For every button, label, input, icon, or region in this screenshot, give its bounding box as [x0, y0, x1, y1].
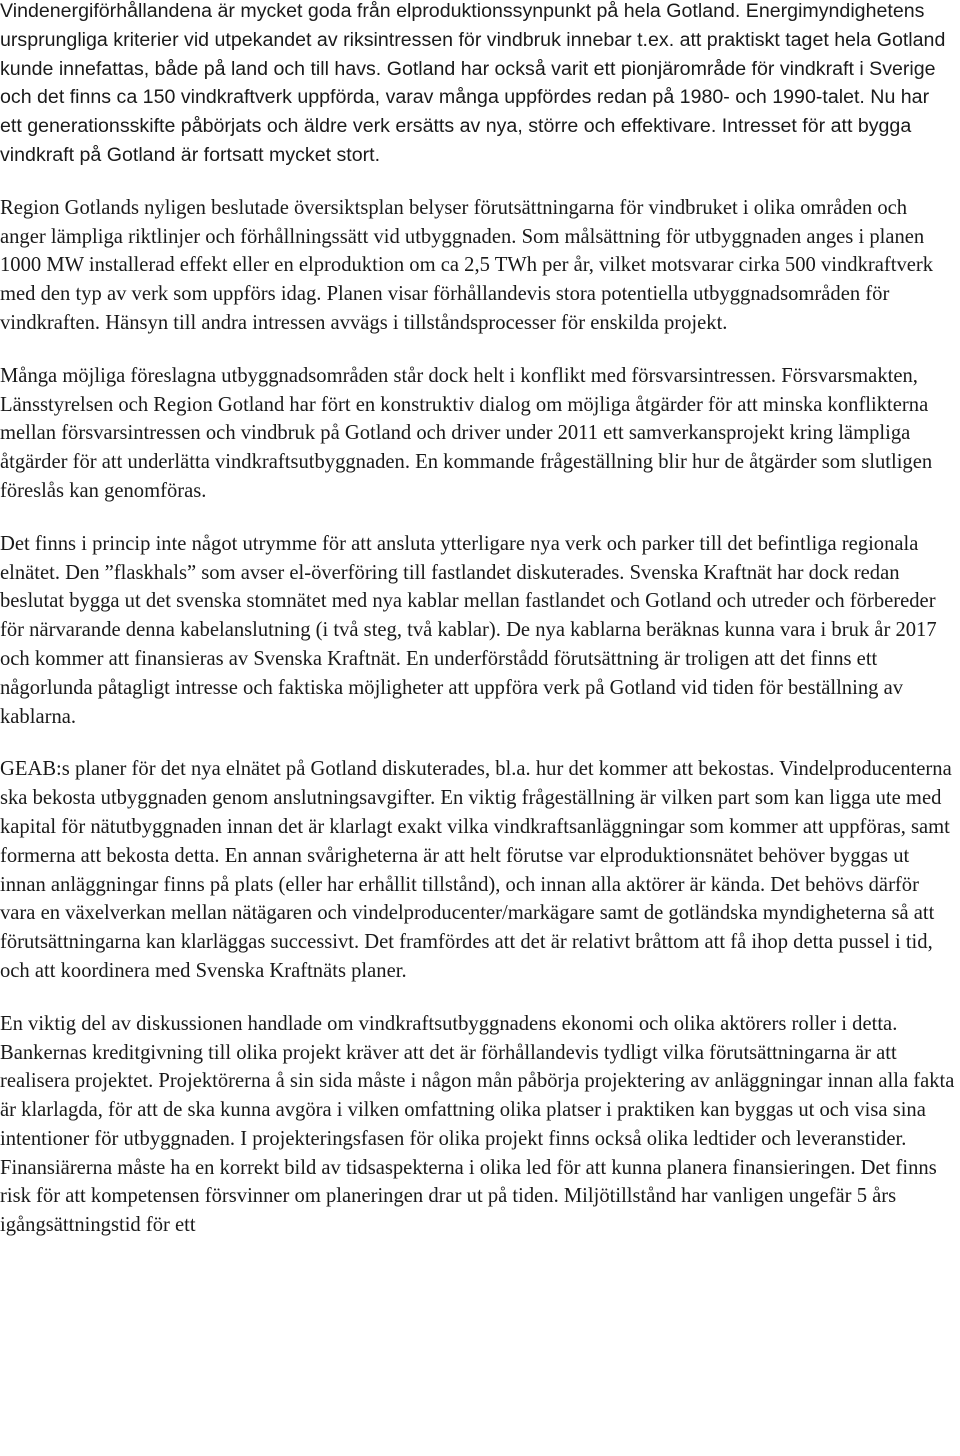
paragraph-defence-conflict: Många möjliga föreslagna utbyggnadsområden står dock helt i konflikt med försvarsintressen. Försvarsmakten, Länsstyrelsen och Region Gotland har fört en konstruktiv dialog om möjliga åtgärder för att minska konflikterna mellan försvarsintressen och vindbruk på Gotland och driver under 2011 ett samverkansprojekt kring lämpliga åtgärder för att underlätta vindkraftsutbyggnaden. En kommande frågeställning blir hur de åtgärder som slutligen föreslås kan genomföras. [0, 364, 933, 502]
paragraph-wind-conditions: Vindenergiförhållandena är mycket goda från elproduktionssynpunkt på hela Gotland. Energimyndighetens ursprungliga kriterier vid utpekandet av riksintressen för vindbruk innebar t.ex. att praktiskt taget hela Gotland kunde innefattas, både på land och till havs. Gotland har också varit ett pionjärområde för vindkraft i Sverige och det finns ca 150 vindkraftverk uppförda, varav många uppfördes redan på 1980- och 1990-talet. Nu har ett generationsskifte påbörjats och äldre verk ersätts av nya, större och effektivare. Intresset för att bygga vindkraft på Gotland är fortsatt mycket stort. [0, 0, 946, 166]
paragraph-grid-capacity: Det finns i princip inte något utrymme för att ansluta ytterligare nya verk och parker till det befintliga regionala elnätet. Den ”flaskhals” som avser el-överföring till fastlandet diskuterades. Svenska Kraftnät har dock redan beslutat bygga ut det svenska stomnätet med nya kablar mellan fastlandet och Gotland och utreder och förbereder för närvarande denna kabelanslutning (i två steg, två kablar). De nya kablarna beräknas kunna vara i bruk år 2017 och kommer att finansieras av Svenska Kraftnät. En underförstådd förutsättning är troligen att det finns ett någorlunda påtagligt intresse och faktiska möjligheter att uppföra verk på Gotland vid tiden för beställning av kablarna. [0, 532, 937, 728]
paragraph-geab-plans: GEAB:s planer för det nya elnätet på Gotland diskuterades, bl.a. hur det kommer att bekostas. Vindelproducenterna ska bekosta utbyggnaden genom anslutningsavgifter. En viktig frågeställning är vilken part som kan ligga ute med kapital för nätutbyggnaden innan det är klarlagt exakt vilka vindkraftsanläggningar som kommer att uppföras, samt formerna att bekosta detta. En annan svårigheterna är att helt förutse var elproduktionsnätet behöver byggas ut innan anläggningar finns på plats (eller har erhållit tillstånd), och innan alla aktörer är kända. Det behövs därför vara en växelverkan mellan nätägaren och vindelproducenter/markägare samt de gotländska myndigheterna så att förutsättningarna kan klarläggas successivt. Det framfördes att det är relativt bråttom att få ihop detta pussel i tid, och att koordinera med Svenska Kraftnäts planer. [0, 758, 952, 982]
paragraph-overview-plan: Region Gotlands nyligen beslutade översiktsplan belyser förutsättningarna för vindbruket i olika områden och anger lämpliga riktlinjer och förhållningssätt vid utbyggnaden. Som målsättning för utbyggnaden anges i planen 1000 MW installerad effekt eller en elproduktion om ca 2,5 TWh per år, vilket motsvarar cirka 500 vindkraftverk med den typ av verk som uppförs idag. Planen visar förhållandevis stora potentiella utbyggnadsområden för vindkraften. Hänsyn till andra intressen avvägs i tillståndsprocesser för enskilda projekt. [0, 196, 934, 334]
paragraph-economy: En viktig del av diskussionen handlade om vindkraftsutbyggnadens ekonomi och olika aktörers roller i detta. Bankernas kreditgivning till olika projekt kräver att det är förhållandevis tydligt vilka förutsättningarna är att realisera projektet. Projektörerna å sin sida måste i någon mån påbörja projektering av anläggningar innan alla fakta är klarlagda, för att de ska kunna avgöra i vilken omfattning olika platser i praktiken kan byggas ut och visa sina intentioner för utbyggnaden. I projekteringsfasen för olika projekt finns också olika ledtider och leveranstider. Finansiärerna måste ha en korrekt bild av tidsaspekterna i olika led för att kunna planera finansieringen. Det finns risk för att kompetensen försvinner om planeringen drar ut på tiden. Miljötillstånd har vanligen ungefär 5 års igångsättningstid för ett [0, 1012, 955, 1237]
